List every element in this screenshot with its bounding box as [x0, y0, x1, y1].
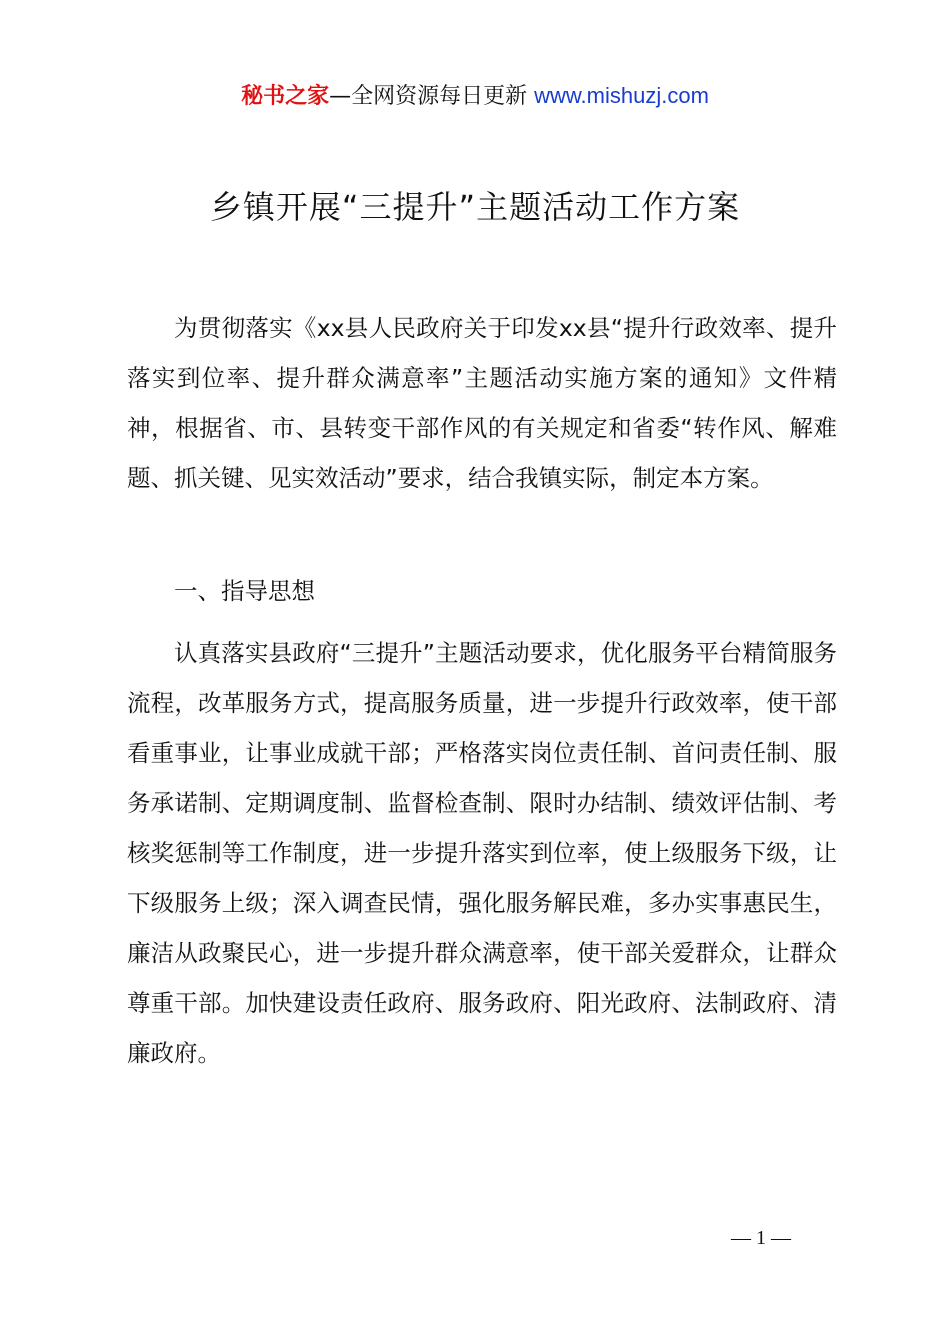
- site-brand: 秘书之家: [241, 84, 330, 109]
- site-slogan: —全网资源每日更新: [329, 84, 535, 109]
- intro-paragraph-block: [127, 303, 837, 503]
- site-url-link[interactable]: www.mishuzj.com: [534, 83, 709, 108]
- document-title: 乡镇开展“三提升”主题活动工作方案: [209, 188, 741, 226]
- intro-paragraph: 为贯彻落实《xx县人民政府关于印发xx县“提升行政效率、提升落实到位率、提升群众满意率”主题活动实施方案的通知》文件精神，根据省、市、县转变干部作风的有关规定和省委“转作风、解难题、抓关键、见实效活动”要求，结合我镇实际，制定本方案。: [127, 314, 837, 492]
- page-number: — 1 —: [731, 1227, 791, 1249]
- site-header: [0, 78, 950, 115]
- section-1-paragraph: 认真落实县政府“三提升”主题活动要求，优化服务平台精简服务流程，改革服务方式，提高服务质量，进一步提升行政效率，使干部看重事业，让事业成就干部；严格落实岗位责任制、首问责任制、服务承诺制、定期调度制、监督检查制、限时办结制、绩效评估制、考核奖惩制等工作制度，进一步提升落实到位率，使上级服务下级，让下级服务上级；深入调查民情，强化服务解民难，多办实事惠民生，廉洁从政聚民心，进一步提升群众满意率，使干部关爱群众，让群众尊重干部。加快建设责任政府、服务政府、阳光政府、法制政府、清廉政府。: [127, 639, 837, 1067]
- section-1-heading: 一、指导思想: [174, 577, 315, 605]
- section-heading-block: [127, 566, 837, 616]
- section-paragraph-block: [127, 628, 837, 1078]
